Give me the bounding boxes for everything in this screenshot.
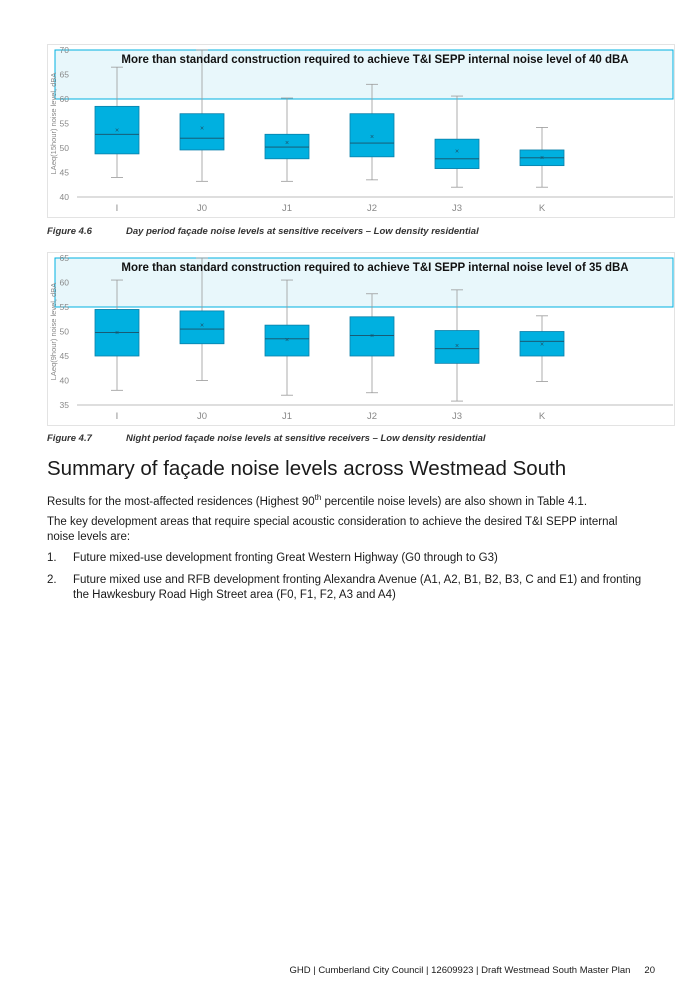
box-mean-marker: ×: [454, 148, 460, 156]
y-axis-label: LAeq(15hour) noise level, dBA: [49, 72, 58, 175]
box-mean-marker: ×: [114, 127, 120, 135]
threshold-annotation: More than standard construction required to achieve T&I SEPP internal noise level of 35 dBA: [121, 262, 629, 274]
day-noise-chart-svg: [47, 44, 675, 218]
x-tick-label: K: [538, 203, 546, 214]
list-number: 2.: [47, 574, 57, 586]
threshold-annotation: More than standard construction required to achieve T&I SEPP internal noise level of 40 dBA: [121, 54, 629, 66]
y-tick-label: 50: [59, 326, 69, 337]
box-mean-marker: ×: [369, 332, 375, 340]
x-tick-label: K: [538, 411, 546, 422]
box-mean-marker: ×: [199, 125, 205, 133]
list-item: [47, 551, 657, 566]
section-heading: Summary of façade noise levels across Westmead South: [47, 457, 567, 480]
y-tick-label: 55: [59, 302, 69, 312]
night-noise-boxplot: [47, 252, 675, 426]
list-text: Future mixed use and RFB development fronting Alexandra Avenue (A1, A2, B1, B2, B3, C and E1) and fronting the Hawkesbury Road High Street area (F0, F1, F2, A3 and A4): [73, 574, 642, 601]
box-mean-marker: ×: [114, 329, 120, 337]
box-mean-marker: ×: [284, 140, 290, 148]
y-tick-label: 40: [59, 375, 69, 386]
box-mean-marker: ×: [199, 322, 205, 330]
box-mean-marker: ×: [369, 134, 375, 142]
x-tick-label: J3: [451, 411, 463, 422]
figure-caption-4-6: [47, 226, 479, 237]
figure-number: Figure 4.6: [47, 226, 92, 237]
x-tick-label: J2: [366, 411, 378, 422]
night-noise-chart-svg: [47, 252, 675, 426]
day-noise-boxplot: [47, 44, 675, 218]
x-tick-label: J2: [366, 203, 378, 214]
y-tick-label: 65: [59, 69, 69, 80]
results-text: Results for the most-affected residences (Highest 90: [47, 495, 315, 508]
box-mean-marker: ×: [539, 154, 545, 162]
x-tick-label: J3: [451, 203, 463, 214]
superscript: th: [314, 493, 322, 502]
list-text: Future mixed-use development fronting Great Western Highway (G0 through to G3): [73, 552, 498, 564]
figure-caption-text: Night period façade noise levels at sensitive receivers – Low density residential: [126, 433, 486, 444]
x-tick-label: J1: [281, 411, 293, 422]
y-axis-label: LAeq(9hour) noise level, dBA: [49, 282, 58, 381]
box-mean-marker: ×: [539, 341, 545, 349]
y-tick-label: 70: [59, 45, 69, 55]
page-footer: [289, 965, 655, 976]
y-tick-label: 45: [59, 167, 69, 178]
y-tick-label: 65: [59, 253, 69, 263]
key-areas-paragraph: The key development areas that require special acoustic consideration to achieve the desired T&I SEPP internal noise levels are:: [47, 516, 618, 543]
figure-caption-4-7: [47, 433, 486, 444]
x-tick-label: J0: [196, 411, 208, 422]
y-tick-label: 60: [59, 277, 69, 288]
y-tick-label: 40: [59, 192, 69, 202]
list-number: 1.: [47, 552, 57, 564]
page-number: 20: [644, 965, 655, 976]
x-tick-label: I: [115, 411, 119, 422]
y-tick-label: 60: [59, 94, 69, 104]
box-mean-marker: ×: [284, 336, 290, 344]
list-item: [47, 573, 657, 603]
x-tick-label: J1: [281, 203, 293, 214]
figure-number: Figure 4.7: [47, 433, 92, 444]
footer-text: GHD | Cumberland City Council | 12609923 | Draft Westmead South Master Plan: [289, 965, 631, 976]
y-tick-label: 55: [59, 118, 69, 129]
x-tick-label: I: [115, 203, 119, 214]
y-tick-label: 45: [59, 351, 69, 361]
x-tick-label: J0: [196, 203, 208, 214]
development-area-list: [47, 551, 657, 610]
y-tick-label: 50: [59, 143, 69, 153]
figure-caption-text: Day period façade noise levels at sensitive receivers – Low density residential: [126, 226, 479, 237]
box-mean-marker: ×: [454, 343, 460, 351]
results-paragraph: [47, 490, 647, 510]
results-text-end: percentile noise levels) are also shown in Table 4.1.: [321, 495, 588, 508]
y-tick-label: 35: [59, 400, 69, 410]
